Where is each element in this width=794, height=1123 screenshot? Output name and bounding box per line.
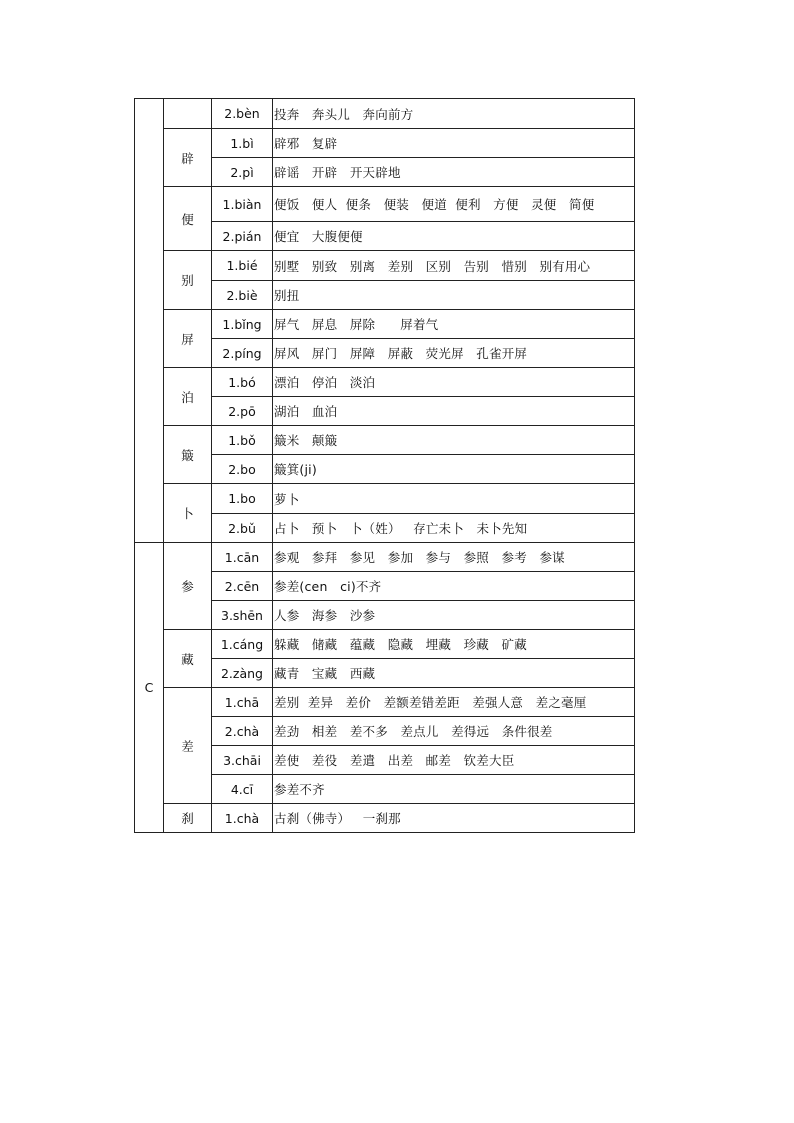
pinyin-cell: 1.bǐng — [212, 310, 273, 339]
pinyin-cell: 2.bǔ — [212, 514, 273, 543]
example-words-cell: 差使 差役 差遣 出差 邮差 钦差大臣 — [273, 746, 635, 775]
pinyin-cell: 2.cēn — [212, 572, 273, 601]
example-words-cell: 辟邪 复辟 — [273, 129, 635, 158]
example-words-cell: 别扭 — [273, 281, 635, 310]
example-words-cell: 人参 海参 沙参 — [273, 601, 635, 630]
example-words-cell: 湖泊 血泊 — [273, 397, 635, 426]
table-row — [135, 804, 635, 833]
character-cell: 簸 — [164, 426, 212, 484]
example-words-cell: 藏青 宝藏 西藏 — [273, 659, 635, 688]
example-words-cell: 参差不齐 — [273, 775, 635, 804]
table-row — [135, 426, 635, 455]
example-words-cell: 屏气 屏息 屏除 屏着气 — [273, 310, 635, 339]
pinyin-cell: 1.bì — [212, 129, 273, 158]
example-words-cell: 躲藏 储藏 蕴藏 隐藏 埋藏 珍藏 矿藏 — [273, 630, 635, 659]
example-words-cell: 便宜 大腹便便 — [273, 222, 635, 251]
example-words-cell: 占卜 预卜 卜（姓） 存亡未卜 未卜先知 — [273, 514, 635, 543]
example-words-cell: 簸箕(ji) — [273, 455, 635, 484]
pinyin-cell: 1.cān — [212, 543, 273, 572]
example-words-cell: 漂泊 停泊 淡泊 — [273, 368, 635, 397]
pinyin-cell: 1.chā — [212, 688, 273, 717]
table-row — [135, 310, 635, 339]
pinyin-cell: 2.chà — [212, 717, 273, 746]
pinyin-cell: 2.biè — [212, 281, 273, 310]
example-words-cell: 古刹（佛寺） 一刹那 — [273, 804, 635, 833]
pinyin-cell: 3.chāi — [212, 746, 273, 775]
polyphonic-character-table — [134, 98, 635, 833]
table-row — [135, 99, 635, 129]
example-words-cell: 屏风 屏门 屏障 屏蔽 荧光屏 孔雀开屏 — [273, 339, 635, 368]
example-words-cell: 差别 差异 差价 差额差错差距 差强人意 差之毫厘 — [273, 688, 635, 717]
table-row — [135, 630, 635, 659]
character-cell: 别 — [164, 251, 212, 310]
pinyin-cell: 1.bǒ — [212, 426, 273, 455]
pinyin-cell: 3.shēn — [212, 601, 273, 630]
example-words-cell: 便饭 便人 便条 便装 便道 便利 方便 灵便 简便 — [273, 187, 635, 222]
example-words-cell: 投奔 奔头儿 奔向前方 — [273, 99, 635, 129]
table-body — [135, 99, 635, 833]
pinyin-cell: 2.zàng — [212, 659, 273, 688]
character-cell: 刹 — [164, 804, 212, 833]
table-row — [135, 368, 635, 397]
pinyin-cell: 1.bo — [212, 484, 273, 514]
initial-letter-cell — [135, 99, 164, 543]
pinyin-cell: 1.bó — [212, 368, 273, 397]
example-words-cell: 辟谣 开辟 开天辟地 — [273, 158, 635, 187]
character-cell: 差 — [164, 688, 212, 804]
character-cell: 便 — [164, 187, 212, 251]
table-row — [135, 688, 635, 717]
pinyin-cell: 1.biàn — [212, 187, 273, 222]
example-words-cell: 参差(cen ci)不齐 — [273, 572, 635, 601]
example-words-cell: 差劲 相差 差不多 差点儿 差得远 条件很差 — [273, 717, 635, 746]
pinyin-cell: 2.bo — [212, 455, 273, 484]
character-cell: 辟 — [164, 129, 212, 187]
table-row — [135, 187, 635, 222]
example-words-cell: 萝卜 — [273, 484, 635, 514]
pinyin-cell: 1.chà — [212, 804, 273, 833]
pinyin-cell: 1.bié — [212, 251, 273, 281]
pinyin-cell: 2.pián — [212, 222, 273, 251]
character-cell: 泊 — [164, 368, 212, 426]
character-cell: 藏 — [164, 630, 212, 688]
character-cell — [164, 99, 212, 129]
character-cell: 屏 — [164, 310, 212, 368]
pinyin-cell: 1.cáng — [212, 630, 273, 659]
pinyin-cell: 2.pì — [212, 158, 273, 187]
pinyin-cell: 2.bèn — [212, 99, 273, 129]
character-cell: 参 — [164, 543, 212, 630]
example-words-cell: 参观 参拜 参见 参加 参与 参照 参考 参谋 — [273, 543, 635, 572]
example-words-cell: 簸米 颠簸 — [273, 426, 635, 455]
pinyin-cell: 4.cī — [212, 775, 273, 804]
example-words-cell: 别墅 别致 别离 差别 区别 告别 惜别 别有用心 — [273, 251, 635, 281]
table-row — [135, 251, 635, 281]
table-row — [135, 543, 635, 572]
initial-letter-cell: C — [135, 543, 164, 833]
pinyin-cell: 2.pō — [212, 397, 273, 426]
pinyin-cell: 2.píng — [212, 339, 273, 368]
table-row — [135, 129, 635, 158]
table-row — [135, 484, 635, 514]
character-cell: 卜 — [164, 484, 212, 543]
